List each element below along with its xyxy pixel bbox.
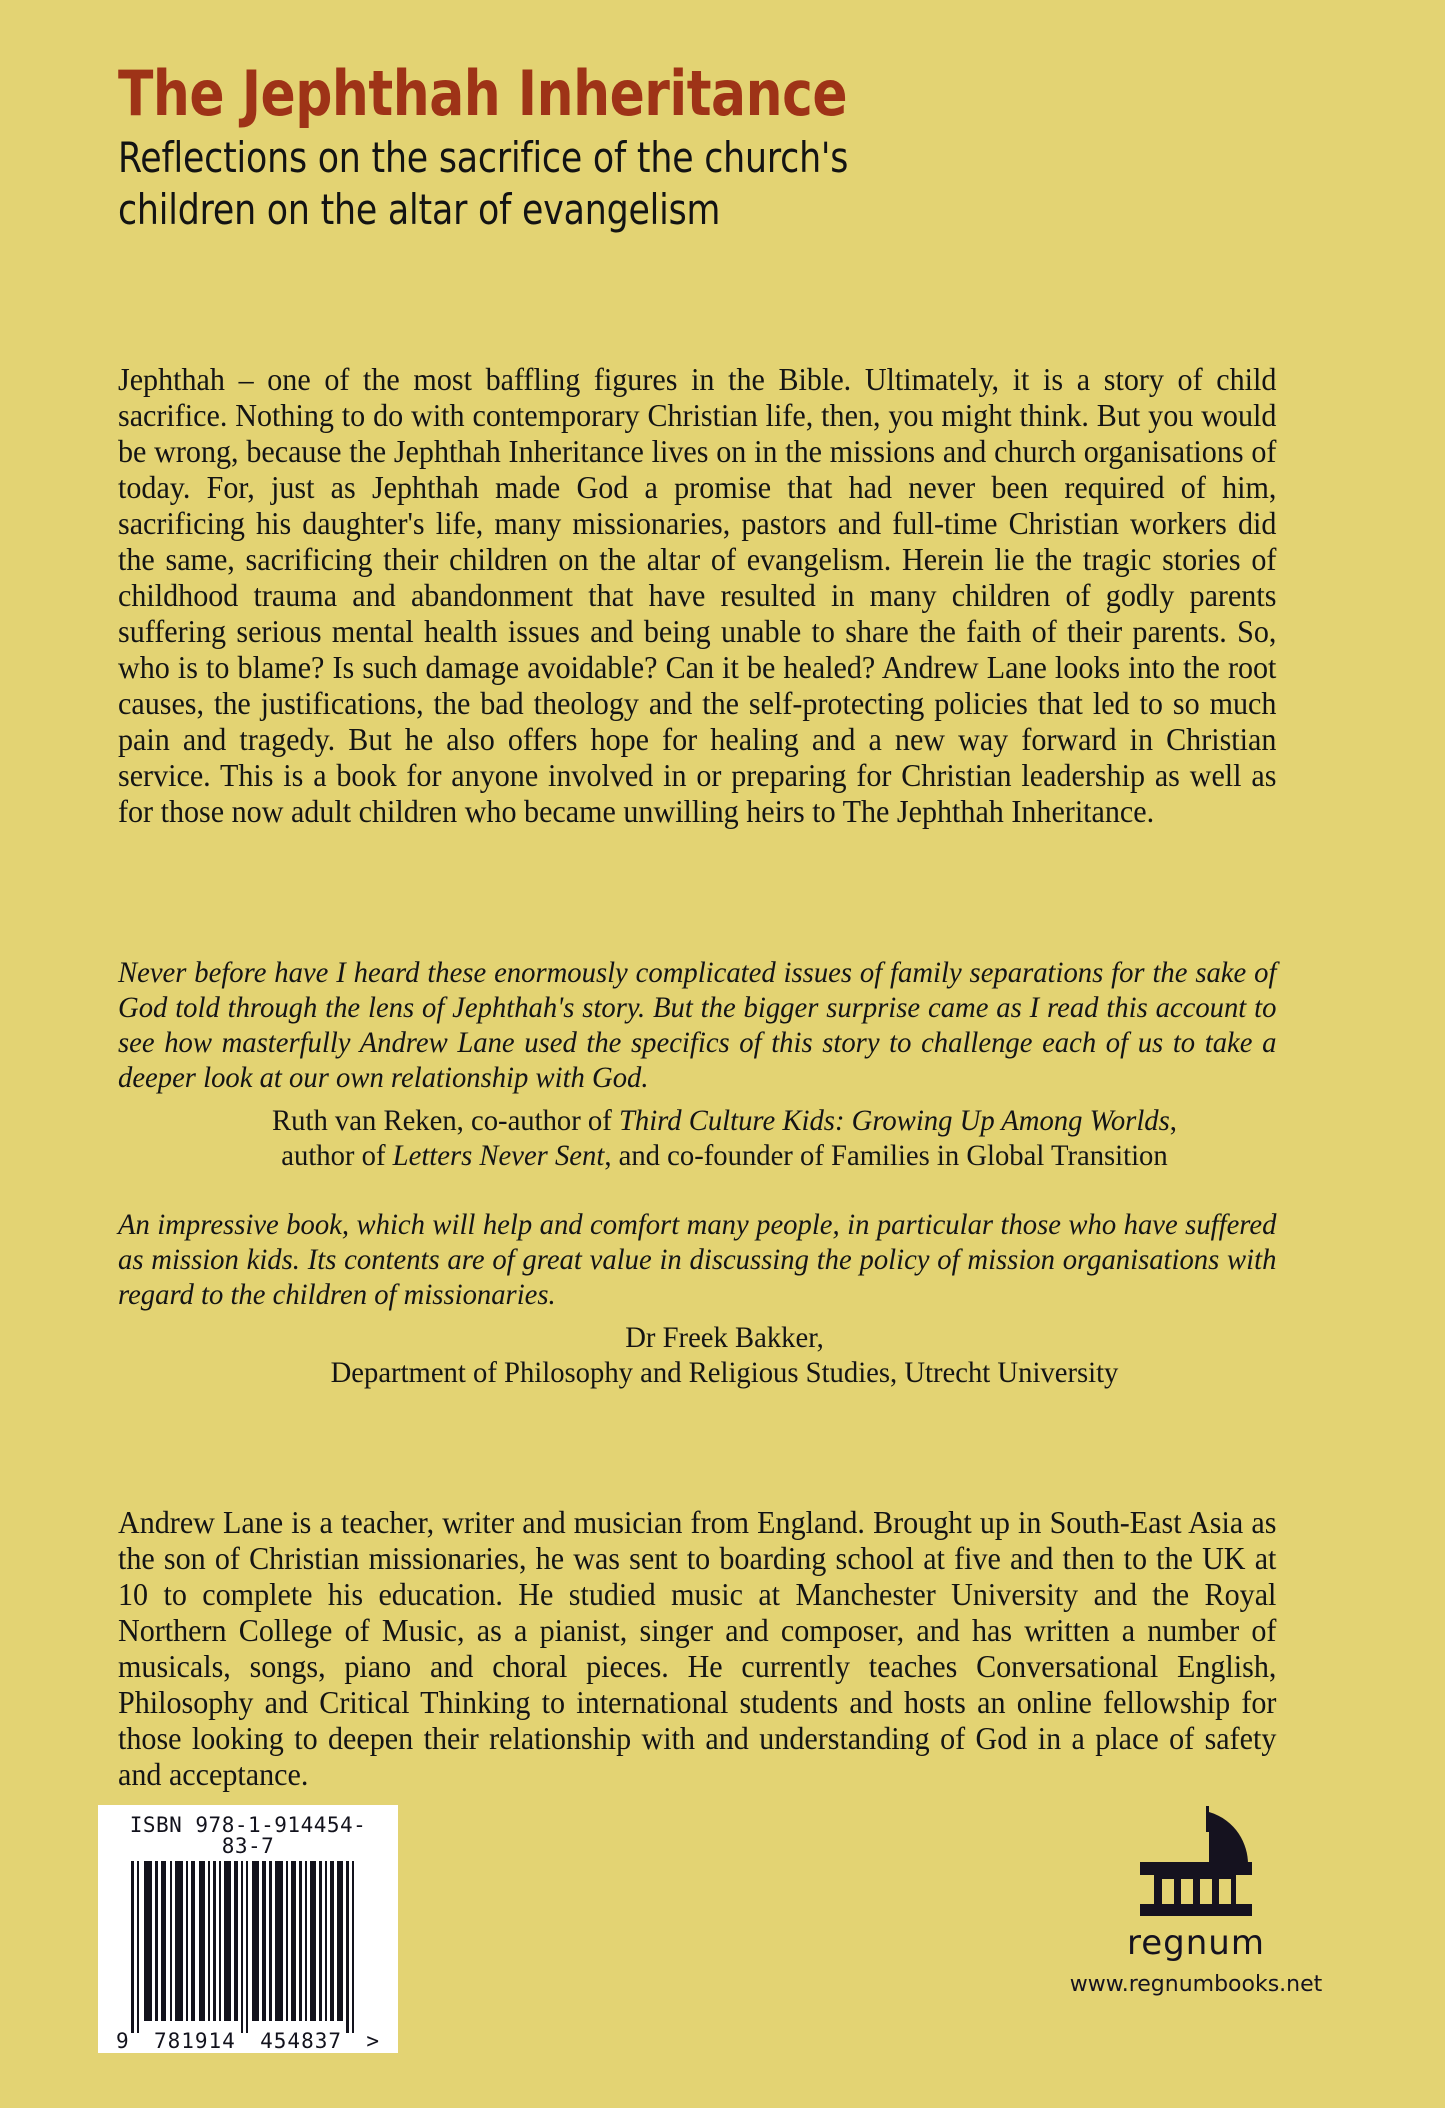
endorsement-attribution-2	[145, 1320, 1303, 1390]
publisher-block	[1051, 1800, 1341, 1996]
book-subtitle-line-2: children on the altar of evangelism	[118, 184, 721, 234]
attribution-1-line-2-post: , and co-founder of Families in Global Transition	[604, 1139, 1168, 1172]
author-bio: Andrew Lane is a teacher, writer and musician from England. Brought up in South-East Asia as the son of Christian missionaries, he was sent to boarding school at five and then to the UK at 10 to complete his education. He studied music at Manchester University and the Royal Northern College of Music, as a pianist, singer and composer, and has written a number of musicals, songs, piano and choral pieces. He currently teaches Conversational English, Philosophy and Critical Thinking to international students and hosts an online fellowship for those looking to deepen their relationship with and understanding of God in a place of safety and acceptance.	[118, 1504, 1277, 1792]
publisher-website: www.regnumbooks.net	[1069, 1972, 1323, 1997]
endorsements-section	[118, 955, 1331, 1390]
section-divider	[118, 1173, 1331, 1207]
book-blurb: Jephthah – one of the most baffling figures in the Bible. Ultimately, it is a story of child sacrifice. Nothing to do with contemporary Christian life, then, you might think. But you would be wrong, because the Jephthah Inheritance lives on in the missions and church organisations of today. For, just as Jephthah made God a promise that had never been required of him, sacrificing his daughter's life, many missionaries, pastors and full-time Christian workers did the same, sacrificing their children on the altar of evangelism. Herein lie the tragic stories of childhood trauma and abandonment that have resulted in many children of godly parents suffering serious mental health issues and being unable to share the faith of their parents. So, who is to blame? Is such damage avoidable? Can it be healed? Andrew Lane looks into the root causes, the justifications, the bad theology and the self-protecting policies that led to so much pain and tragedy. But he also offers hope for healing and a new way forward in Christian service. This is a book for anyone involved in or preparing for Christian leadership as well as for those now adult children who became unwilling heirs to The Jephthah Inheritance.	[118, 361, 1277, 829]
isbn-barcode	[98, 1805, 398, 2053]
attribution-1-title-2: Letters Never Sent	[392, 1139, 605, 1172]
title-block	[118, 57, 1348, 235]
attribution-2-line-2: Department of Philosophy and Religious Studies, Utrecht University	[330, 1356, 1119, 1389]
barcode-digit-right: >	[366, 2029, 380, 2053]
endorsement-quote-2: An impressive book, which will help and comfort many people, in particular those who have suffered as mission kids. Its contents are of great value in discussing the policy of mission organisations with regard to the children of missionaries.	[118, 1208, 1277, 1311]
barcode-digit-group-2: 454837	[260, 2029, 342, 2053]
attribution-1-title-1: Third Culture Kids: Growing Up Among Worlds	[618, 1104, 1170, 1137]
isbn-label: ISBN 978-1-914454-83-7	[129, 1813, 367, 1858]
attribution-1-line-1-pre: Ruth van Reken, co-author of	[272, 1104, 619, 1137]
barcode-svg	[123, 1861, 373, 2033]
barcode-digit-left: 9	[116, 2029, 130, 2053]
attribution-2-line-1: Dr Freek Bakker,	[625, 1321, 824, 1354]
regnum-temple-logo-icon	[1132, 1800, 1260, 1920]
page-title: The Jephthah Inheritance	[118, 57, 848, 130]
attribution-1-line-1-post: ,	[1169, 1104, 1177, 1137]
barcode-digit-group-1: 781914	[153, 2029, 236, 2053]
endorsement-quote-1: Never before have I heard these enormously complicated issues of family separations for the sake of God told through the lens of Jephthah's story. But the bigger surprise came as I read this account to see how masterfully Andrew Lane used the specifics of this story to challenge each of us to take a deeper look at our own relationship with God.	[118, 956, 1277, 1094]
publisher-name: regnum	[1127, 1923, 1265, 1963]
endorsement-attribution-1	[145, 1103, 1303, 1173]
attribution-1-line-2-pre: author of	[281, 1139, 393, 1172]
barcode-bars	[114, 1861, 382, 2031]
book-subtitle-line-1: Reflections on the sacrifice of the church's	[118, 133, 849, 183]
